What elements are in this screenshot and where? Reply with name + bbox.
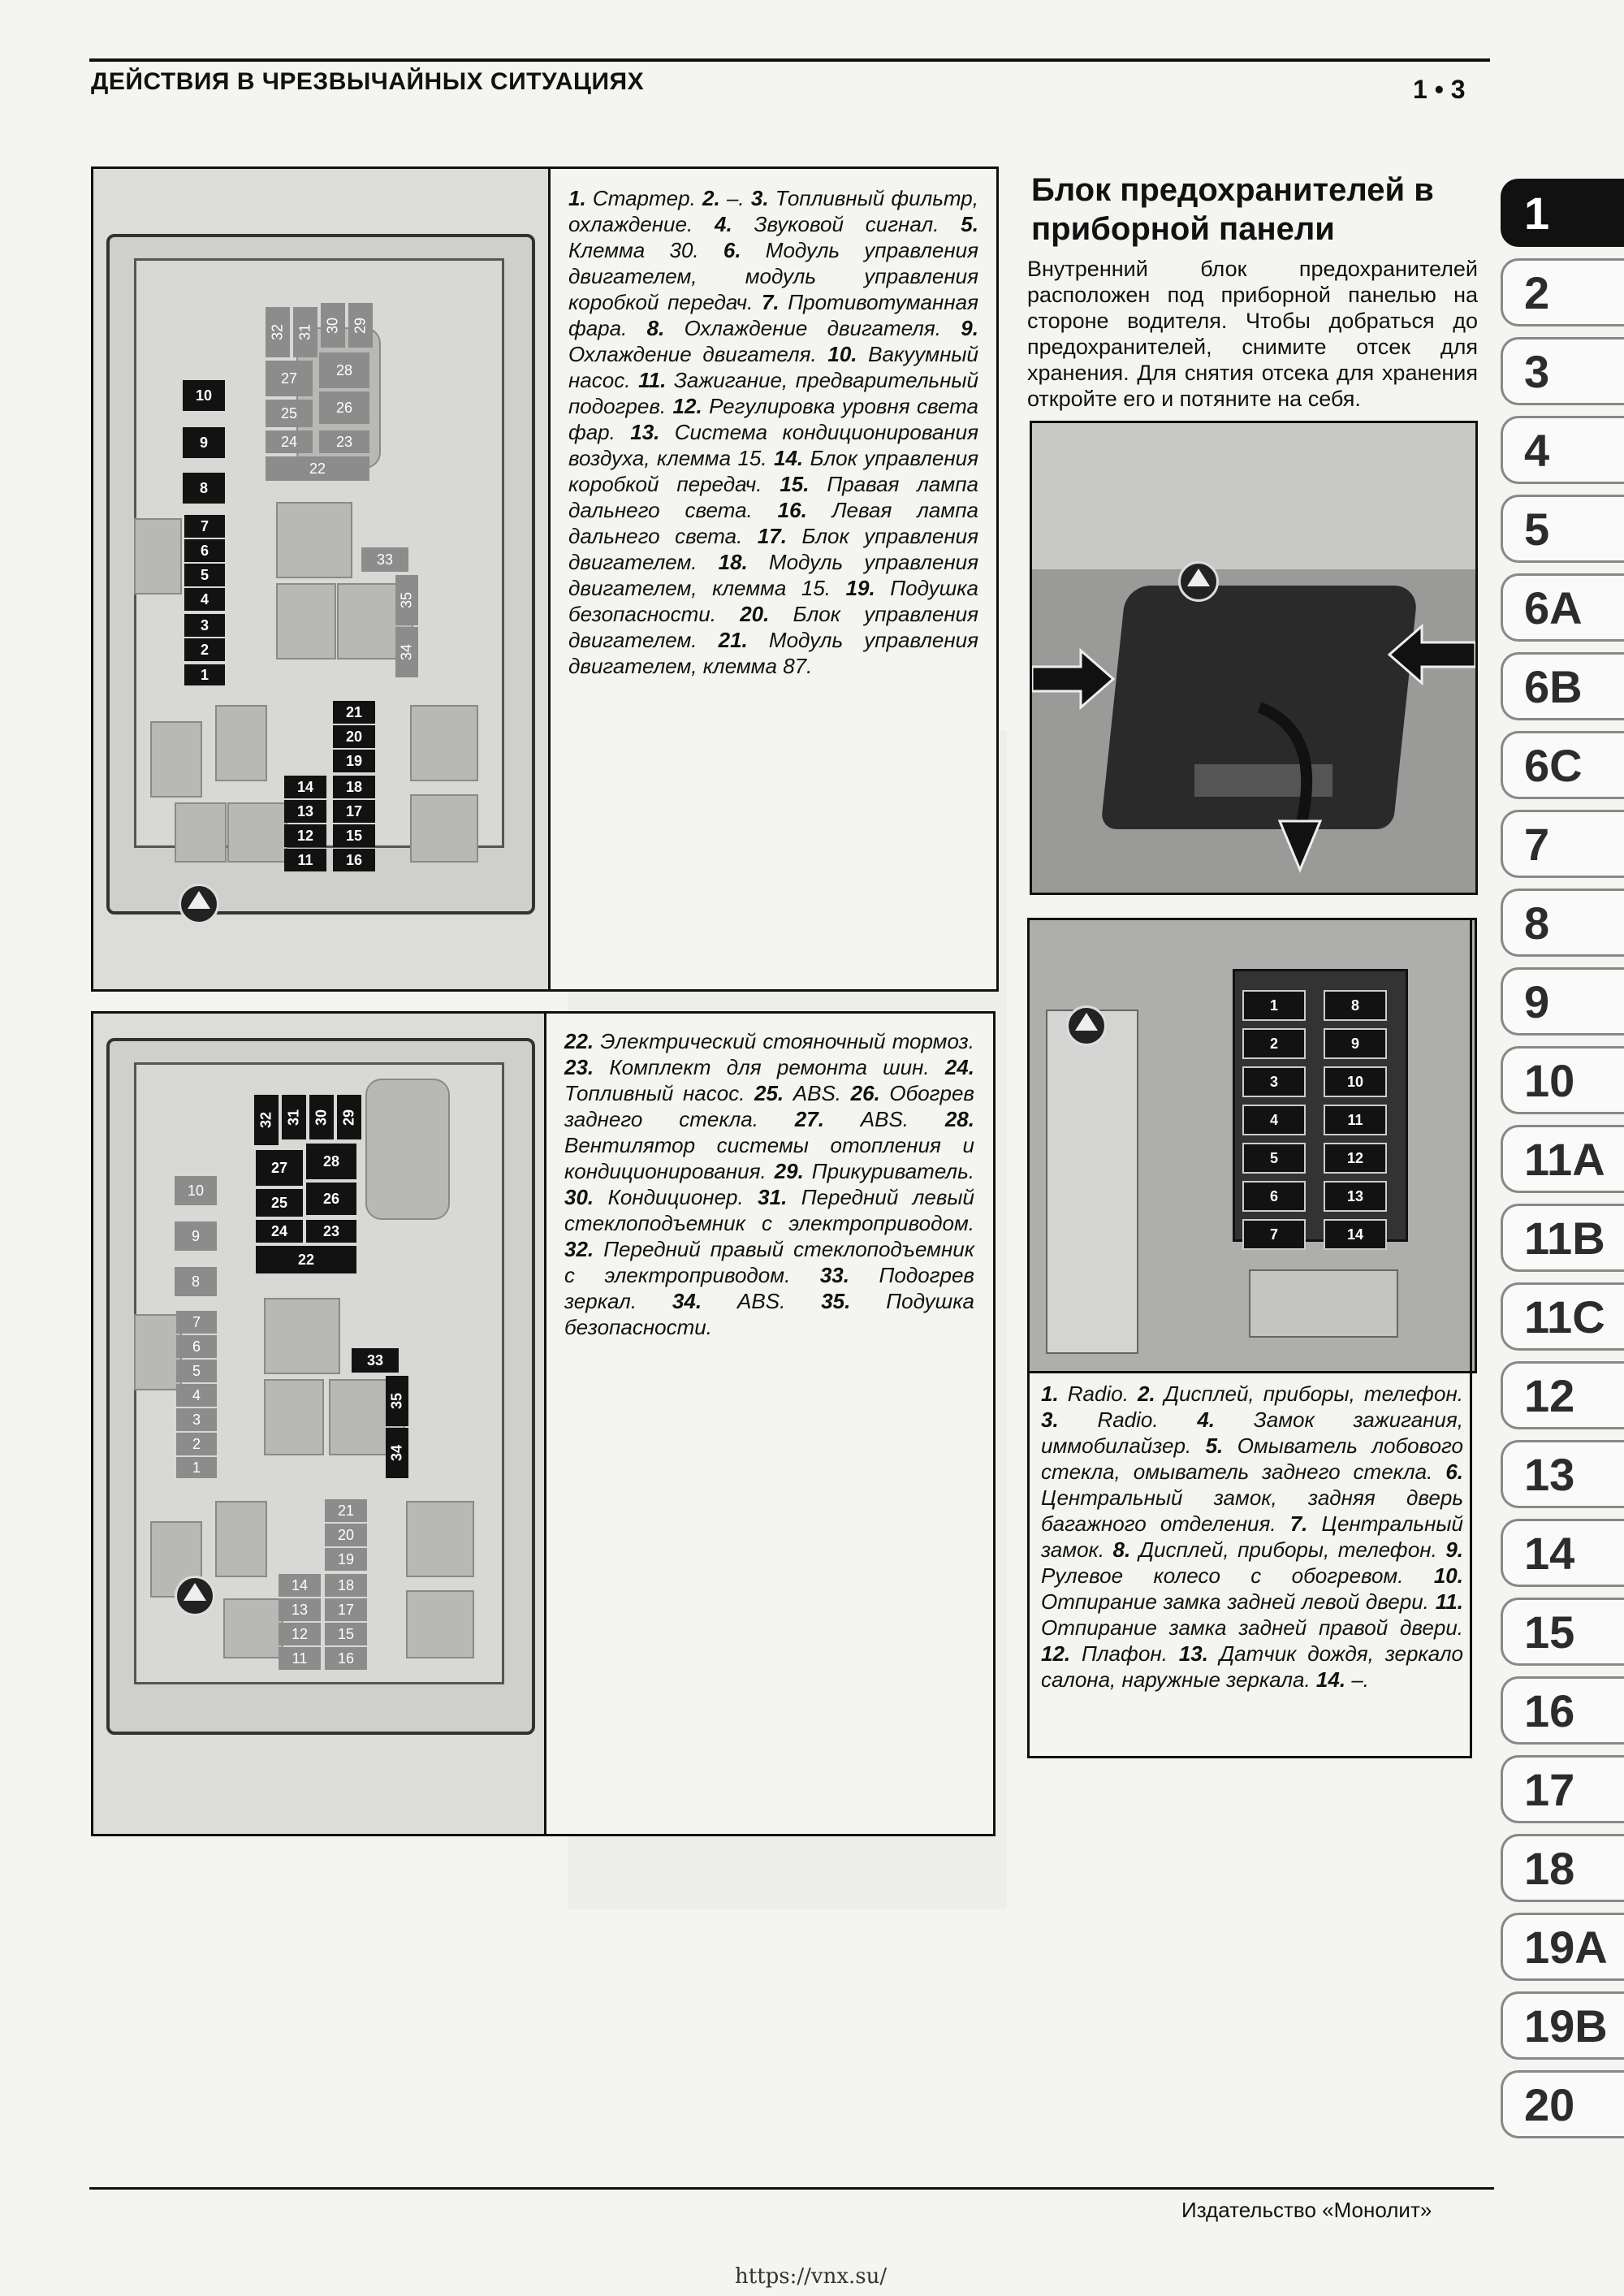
caption-item-1: 1. Стартер.: [568, 186, 696, 210]
fuse-3: 3: [184, 614, 225, 637]
caption-item-2: 2. –.: [702, 186, 745, 210]
fuse-3: 3: [176, 1408, 217, 1431]
lower-fuse-panel: [91, 1011, 996, 1836]
cabin-caption-item-1: 1. Radio.: [1041, 1381, 1129, 1406]
fuse-9: 9: [183, 427, 225, 458]
cabin-fuse-4: 4: [1242, 1105, 1306, 1135]
cabin-caption-item-10: 10. Отпирание замка задней левой двери.: [1041, 1563, 1463, 1614]
cabin-fuse-2: 2: [1242, 1028, 1306, 1059]
caption-item-6: 6. Модуль управления двигателем, модуль управления коробкой передач.: [568, 238, 978, 314]
relay: [406, 1501, 474, 1577]
fuse-21: 21: [325, 1499, 367, 1522]
tab-20[interactable]: 20: [1501, 2070, 1624, 2138]
tab-3[interactable]: 3: [1501, 337, 1624, 405]
fuse-6: 6: [184, 539, 225, 562]
fuse-15: 15: [325, 1623, 367, 1645]
tab-13[interactable]: 13: [1501, 1440, 1624, 1508]
fuse-9: 9: [175, 1222, 217, 1251]
cabin-caption-item-12: 12. Плафон.: [1041, 1641, 1168, 1666]
cabin-fuse-8: 8: [1324, 990, 1387, 1021]
cabin-caption-item-14: 14. –.: [1315, 1667, 1369, 1692]
tab-18[interactable]: 18: [1501, 1834, 1624, 1902]
fuse-26: 26: [319, 391, 369, 424]
caption-item-33: 33. Подогрев зеркал.: [564, 1263, 974, 1313]
fuse-27: 27: [266, 361, 313, 396]
fuse-13: 13: [284, 800, 326, 823]
cabin-caption-item-8: 8. Дисплей, приборы, телефон.: [1112, 1537, 1437, 1562]
tab-6c[interactable]: 6C: [1501, 731, 1624, 799]
fuse-11: 11: [284, 849, 326, 871]
tab-19b[interactable]: 19B: [1501, 1991, 1624, 2060]
upper-caption: [568, 185, 978, 679]
caption-item-14: 14. Блок управления коробкой передач.: [568, 446, 978, 496]
fuse-4: 4: [184, 588, 225, 611]
fuse-13: 13: [279, 1598, 321, 1621]
cabin-fuse-14: 14: [1324, 1219, 1387, 1250]
fuse-25: 25: [266, 400, 313, 427]
fuse-30: 30: [309, 1095, 334, 1139]
caption-item-28: 28. Вентилятор системы отопления и кондиционирования.: [564, 1107, 974, 1183]
cabin-fuse-13: 13: [1324, 1181, 1387, 1212]
cabin-fuse-9: 9: [1324, 1028, 1387, 1059]
relay: [215, 1501, 267, 1577]
right-arrow-icon: [1032, 651, 1113, 707]
caption-item-3: 3. Топливный фильтр, охлаждение.: [568, 186, 978, 236]
section-title: Блок предохранителей в приборной панели: [1031, 172, 1434, 247]
fuse-5: 5: [176, 1360, 217, 1382]
fuse-32: 32: [266, 307, 290, 357]
cabin-caption-item-9: 9. Рулевое колесо с обогревом.: [1041, 1537, 1463, 1588]
fuse-32: 32: [254, 1095, 279, 1145]
caption-item-5: 5. Клемма 30.: [568, 212, 978, 262]
fuse-22: 22: [256, 1246, 356, 1273]
cabin-fuse-6: 6: [1242, 1181, 1306, 1212]
fuse-33: 33: [361, 547, 408, 572]
fuse-20: 20: [333, 725, 375, 748]
cabin-caption-item-7: 7. Центральный замок.: [1041, 1511, 1463, 1562]
fuse-28: 28: [306, 1144, 356, 1179]
relay: [276, 502, 352, 578]
caption-item-9: 9. Охлаждение двигателя.: [568, 316, 978, 366]
tab-14[interactable]: 14: [1501, 1519, 1624, 1587]
relay: [227, 802, 287, 863]
relay: [406, 1590, 474, 1658]
caption-item-24: 24. Топливный насос.: [564, 1055, 974, 1105]
fuse-16: 16: [333, 849, 375, 871]
caption-item-17: 17. Блок управления двигателем.: [568, 524, 978, 574]
fuse-19: 19: [325, 1548, 367, 1571]
fuse-20: 20: [325, 1524, 367, 1546]
tab-10[interactable]: 10: [1501, 1046, 1624, 1114]
fuse-7: 7: [176, 1311, 217, 1334]
lower-caption: [564, 1028, 974, 1340]
tab-2[interactable]: 2: [1501, 258, 1624, 326]
fuse-5: 5: [184, 564, 225, 586]
tab-9[interactable]: 9: [1501, 967, 1624, 1036]
fuse-22: 22: [266, 456, 369, 481]
pull-down-arrow-icon: [1259, 707, 1307, 829]
caption-item-18: 18. Модуль управления двигателем, клемма 15.: [568, 550, 978, 600]
fuse-11: 11: [279, 1647, 321, 1670]
tab-6a[interactable]: 6A: [1501, 573, 1624, 642]
upper-fuse-diagram: [93, 169, 551, 989]
cabin-fuse-10: 10: [1324, 1066, 1387, 1097]
fuse-25: 25: [256, 1189, 303, 1217]
relay: [264, 1379, 324, 1455]
fuse-34: 34: [386, 1428, 408, 1478]
caption-item-27: 27. ABS.: [794, 1107, 909, 1131]
relay: [150, 721, 202, 798]
fuse-28: 28: [319, 352, 369, 388]
fuse-12: 12: [279, 1623, 321, 1645]
fuse-23: 23: [306, 1220, 356, 1243]
page-header-title: ДЕЙСТВИЯ В ЧРЕЗВЫЧАЙНЫХ СИТУАЦИЯХ: [91, 68, 645, 95]
fuse-29: 29: [348, 303, 373, 348]
fuse-34: 34: [395, 627, 418, 677]
fuse-4: 4: [176, 1384, 217, 1407]
lower-fuse-diagram: [93, 1014, 546, 1834]
relay: [134, 1314, 182, 1390]
caption-item-31: 31. Передний левый стеклоподъемник с электроприводом.: [564, 1185, 974, 1235]
caption-item-16: 16. Левая лампа дальнего света.: [568, 498, 978, 548]
fuse-35: 35: [386, 1376, 408, 1426]
fuse-19: 19: [333, 750, 375, 772]
cabin-panel-border: [1027, 918, 1472, 1758]
monolit-logo: [179, 884, 219, 924]
fuse-14: 14: [284, 776, 326, 798]
storage-compartment-photo: [1030, 421, 1478, 895]
fuse-31: 31: [293, 307, 317, 357]
caption-item-26: 26. Обогрев заднего стекла.: [564, 1081, 974, 1131]
relay: [264, 1298, 340, 1374]
tab-19a[interactable]: 19A: [1501, 1913, 1624, 1981]
tab-5[interactable]: 5: [1501, 495, 1624, 563]
fuse-21: 21: [333, 701, 375, 724]
fuse-10: 10: [175, 1176, 217, 1205]
fuse-6: 6: [176, 1335, 217, 1358]
tab-11a[interactable]: 11A: [1501, 1125, 1624, 1193]
tab-11c[interactable]: 11C: [1501, 1282, 1624, 1351]
fuse-8: 8: [175, 1267, 217, 1296]
fuse-2: 2: [184, 638, 225, 661]
caption-item-35: 35. Подушка безопасности.: [564, 1289, 974, 1339]
relay: [175, 802, 227, 863]
section-body: Внутренний блок предохранителей расположен под приборной панелью на стороне водителя. Чтобы добраться до предохранителей, снимите отсек для хранения. Для снятия отсека для хранения откройте его и потяните на себя.: [1027, 257, 1478, 411]
upper-fuse-panel: [91, 166, 999, 992]
page-number: 1 • 3: [1413, 75, 1466, 104]
arrow-icons: [1032, 423, 1475, 893]
fuse-26: 26: [306, 1183, 356, 1215]
caption-item-25: 25. ABS.: [754, 1081, 842, 1105]
cabin-caption-item-3: 3. Radio.: [1041, 1407, 1159, 1432]
caption-item-21: 21. Модуль управления двигателем, клемма 87.: [568, 628, 978, 678]
fuse-23: 23: [319, 430, 369, 453]
fuse-18: 18: [325, 1574, 367, 1597]
cabin-fuse-3: 3: [1242, 1066, 1306, 1097]
fuse-1: 1: [176, 1457, 217, 1478]
tab-15[interactable]: 15: [1501, 1598, 1624, 1666]
cabin-caption-item-4: 4. Замок зажигания, иммобилайзер.: [1041, 1407, 1463, 1458]
caption-item-11: 11. Зажигание, предварительный подогрев.: [568, 368, 978, 418]
cabin-fuse-5: 5: [1242, 1143, 1306, 1174]
cabin-caption-item-11: 11. Отпирание замка задней правой двери.: [1041, 1589, 1463, 1640]
fuse-27: 27: [256, 1150, 303, 1186]
cabin-caption-item-2: 2. Дисплей, приборы, телефон.: [1138, 1381, 1463, 1406]
fuse-7: 7: [184, 515, 225, 538]
caption-item-15: 15. Правая лампа дальнего света.: [568, 472, 978, 522]
tab-8[interactable]: 8: [1501, 889, 1624, 957]
fuse-18: 18: [333, 776, 375, 798]
fuse-14: 14: [279, 1574, 321, 1597]
footer-rule: [89, 2187, 1494, 2190]
fuse-17: 17: [325, 1598, 367, 1621]
tab-12[interactable]: 12: [1501, 1361, 1624, 1429]
fuse-33: 33: [352, 1348, 399, 1373]
tab-1[interactable]: 1: [1501, 179, 1624, 247]
cabin-fuse-1: 1: [1242, 990, 1306, 1021]
tab-11b[interactable]: 11B: [1501, 1204, 1624, 1272]
cabin-caption-item-6: 6. Центральный замок, задняя дверь багажного отделения.: [1041, 1459, 1463, 1536]
relay: [223, 1598, 283, 1658]
caption-item-22: 22. Электрический стояночный тормоз.: [564, 1029, 974, 1053]
fuse-24: 24: [266, 430, 313, 453]
caption-item-23: 23. Комплект для ремонта шин.: [564, 1055, 930, 1079]
fuse-16: 16: [325, 1647, 367, 1670]
fuse-12: 12: [284, 824, 326, 847]
relay: [276, 583, 336, 659]
tab-17[interactable]: 17: [1501, 1755, 1624, 1823]
tab-7[interactable]: 7: [1501, 810, 1624, 878]
cabin-caption-item-5: 5. Омыватель лобового стекла, омыватель заднего стекла.: [1041, 1433, 1463, 1484]
relay: [410, 705, 478, 781]
source-url[interactable]: https://vnx.su/: [735, 2264, 888, 2289]
caption-item-8: 8. Охлаждение двигателя.: [646, 316, 942, 340]
fuse-2: 2: [176, 1433, 217, 1455]
caption-item-12: 12. Регулировка уровня света фар.: [568, 394, 978, 444]
cabin-fuse-12: 12: [1324, 1143, 1387, 1174]
cabin-fuse-7: 7: [1242, 1219, 1306, 1250]
fuse-24: 24: [256, 1220, 303, 1243]
fuse-31: 31: [282, 1095, 306, 1139]
caption-item-10: 10. Вакуумный насос.: [568, 342, 978, 392]
caption-item-34: 34. ABS.: [672, 1289, 786, 1313]
tab-16[interactable]: 16: [1501, 1676, 1624, 1745]
fuse-17: 17: [333, 800, 375, 823]
caption-item-29: 29. Прикуриватель.: [774, 1159, 974, 1183]
caption-item-7: 7. Противотуманная фара.: [568, 290, 978, 340]
tab-4[interactable]: 4: [1501, 416, 1624, 484]
left-arrow-icon: [1389, 626, 1475, 683]
fuse-30: 30: [321, 303, 345, 348]
caption-item-30: 30. Кондиционер.: [564, 1185, 744, 1209]
fuse-8: 8: [183, 473, 225, 504]
monolit-logo: [175, 1576, 215, 1616]
relay: [410, 794, 478, 863]
relay-socket: [365, 1079, 450, 1220]
caption-item-4: 4. Звуковой сигнал.: [715, 212, 939, 236]
fuse-15: 15: [333, 824, 375, 847]
header-rule: [89, 58, 1490, 62]
fuse-10: 10: [183, 380, 225, 411]
relay: [134, 518, 182, 595]
cabin-caption-item-13: 13. Датчик дождя, зеркало салона, наружные зеркала.: [1041, 1641, 1464, 1692]
cabin-fuse-11: 11: [1324, 1105, 1387, 1135]
caption-item-13: 13. Система кондиционирования воздуха, клемма 15.: [568, 420, 978, 470]
fuse-1: 1: [184, 664, 225, 685]
relay: [215, 705, 267, 781]
fuse-35: 35: [395, 575, 418, 625]
fuse-29: 29: [337, 1095, 361, 1139]
caption-item-20: 20. Блок управления двигателем.: [568, 602, 978, 652]
publisher: Издательство «Монолит»: [1181, 2198, 1432, 2222]
caption-item-19: 19. Подушка безопасности.: [568, 576, 978, 626]
caption-item-32: 32. Передний правый стеклоподъемник с электроприводом.: [564, 1237, 974, 1287]
tab-6b[interactable]: 6B: [1501, 652, 1624, 720]
